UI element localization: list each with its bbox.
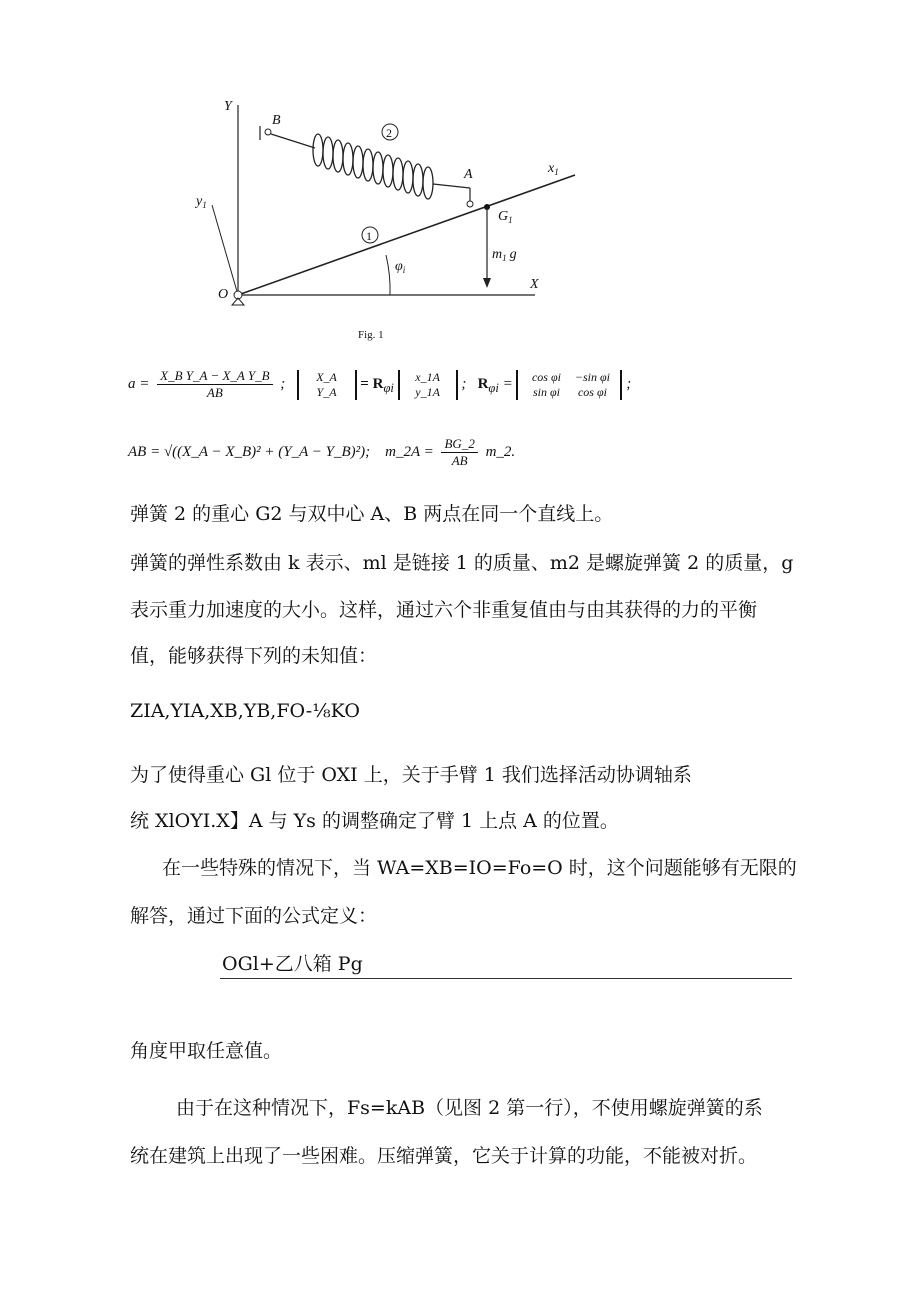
spring-2: [313, 134, 433, 199]
paragraph-1: 弹簧 2 的重心 G2 与双中心 A、B 两点在同一个直线上。: [130, 503, 614, 525]
eq-m2a-fraction: [441, 436, 477, 469]
unknowns-list: ZIA,YIA,XB,YB,FO-⅛KO: [130, 700, 360, 722]
eq-m2a-lhs: m_2A =: [385, 443, 434, 460]
eq-m2a-denominator: AB: [451, 453, 468, 468]
mechanism-figure: [190, 90, 590, 350]
arm-number: 1: [366, 229, 372, 243]
eq-rot-sub: φi: [383, 380, 394, 395]
eq-m2a-tail: m_2.: [485, 443, 516, 460]
eq-a-denominator: AB: [206, 385, 223, 400]
eq-a-lhs: a =: [128, 375, 150, 392]
y-axis-label: Y: [224, 99, 232, 114]
spring-a-rod: [433, 184, 470, 188]
eq-r-lhs: R: [477, 375, 489, 392]
eq-r21: sin φi: [532, 384, 560, 399]
origin-label: O: [218, 287, 229, 302]
paragraph-2-line-2: 表示重力加速度的大小。这样，通过六个非重复值由与由其获得的力的平衡: [130, 599, 758, 621]
pin-b: [265, 129, 271, 135]
eq-r11: cos φi: [531, 369, 561, 384]
paragraph-5: 角度甲取任意值。: [130, 1040, 283, 1062]
eq-rot-sign: = R: [360, 375, 384, 392]
eq-r-sub: φi: [488, 380, 499, 395]
paragraph-3-line-1: 为了使得重心 Gl 位于 OXI 上，关于手臂 1 我们选择活动协调轴系: [130, 764, 692, 786]
point-a-label: A: [464, 167, 473, 182]
paragraph-2-line-1: 弹簧的弹性系数由 k 表示、ml 是链接 1 的质量、m2 是螺旋弹簧 2 的质量，g: [130, 552, 794, 574]
eq-ab: AB = √((X_A − X_B)² + (Y_A − Y_B)²);: [128, 443, 371, 460]
eq-vec-xa: X_A: [316, 369, 337, 384]
eq-rotation-matrix: [516, 370, 622, 400]
eq-r-eq: =: [502, 375, 513, 392]
eq-sep-3: ;: [626, 375, 632, 392]
y1-label: $y_1$: [196, 194, 207, 210]
weight-label: $m_1$ g: [492, 247, 517, 263]
spring-number: 2: [386, 126, 392, 140]
point-b-label: B: [272, 113, 281, 128]
eq-a-numerator: X_B Y_A − X_A Y_B: [157, 368, 272, 385]
special-formula: OGl+乙八箱 Pg: [222, 953, 363, 975]
x-axis-label: X: [530, 277, 539, 292]
eq-vec-y1a: y_1A: [415, 384, 440, 399]
paragraph-6-line-2: 统在建筑上出现了一些困难。压缩弹簧，它关于计算的功能，不能被对折。: [130, 1145, 758, 1167]
figure-caption: Fig. 1: [358, 329, 384, 341]
b-rod: [271, 134, 315, 148]
eq-r12: −sin φi: [574, 369, 610, 384]
angle-arc: [386, 255, 390, 295]
x1-label: $x_1$: [548, 161, 559, 177]
paragraph-3-line-2: 统 XlOYI.X】A 与 Ys 的调整确定了臂 1 上点 A 的位置。: [130, 810, 619, 832]
formula-rule: [220, 978, 792, 979]
eq-vector-xa-ya: [297, 370, 357, 400]
eq-sep-1: ;: [280, 375, 286, 392]
eq-vec-ya: Y_A: [316, 384, 337, 399]
eq-a-fraction: [157, 368, 272, 401]
paragraph-4-line-1: 在一些特殊的情况下，当 WA=XB=IO=Fo=O 时，这个问题能够有无限的: [162, 857, 797, 879]
g1-label: $G_1$: [498, 209, 513, 225]
eq-r22: cos φi: [577, 384, 607, 399]
equation-line-2: [128, 436, 515, 469]
eq-sep-2: ;: [461, 375, 467, 392]
pin-a: [467, 201, 473, 207]
angle-label: $\varphi_i$: [395, 259, 406, 275]
eq-vector-x1a-y1a: [398, 370, 458, 400]
weight-arrowhead: [483, 278, 491, 288]
paragraph-6-line-1: 由于在这种情况下，Fs=kAB（见图 2 第一行），不使用螺旋弹簧的系: [176, 1097, 763, 1119]
paragraph-4-line-2: 解答，通过下面的公式定义：: [130, 905, 378, 927]
eq-vec-x1a: x_1A: [415, 369, 440, 384]
y1-axis-line: [212, 205, 238, 295]
mechanism-diagram: [190, 90, 590, 350]
eq-m2a-numerator: BG_2: [441, 436, 477, 453]
paragraph-2-line-3: 值，能够获得下列的未知值：: [130, 645, 378, 667]
equation-line-1: [128, 368, 631, 401]
